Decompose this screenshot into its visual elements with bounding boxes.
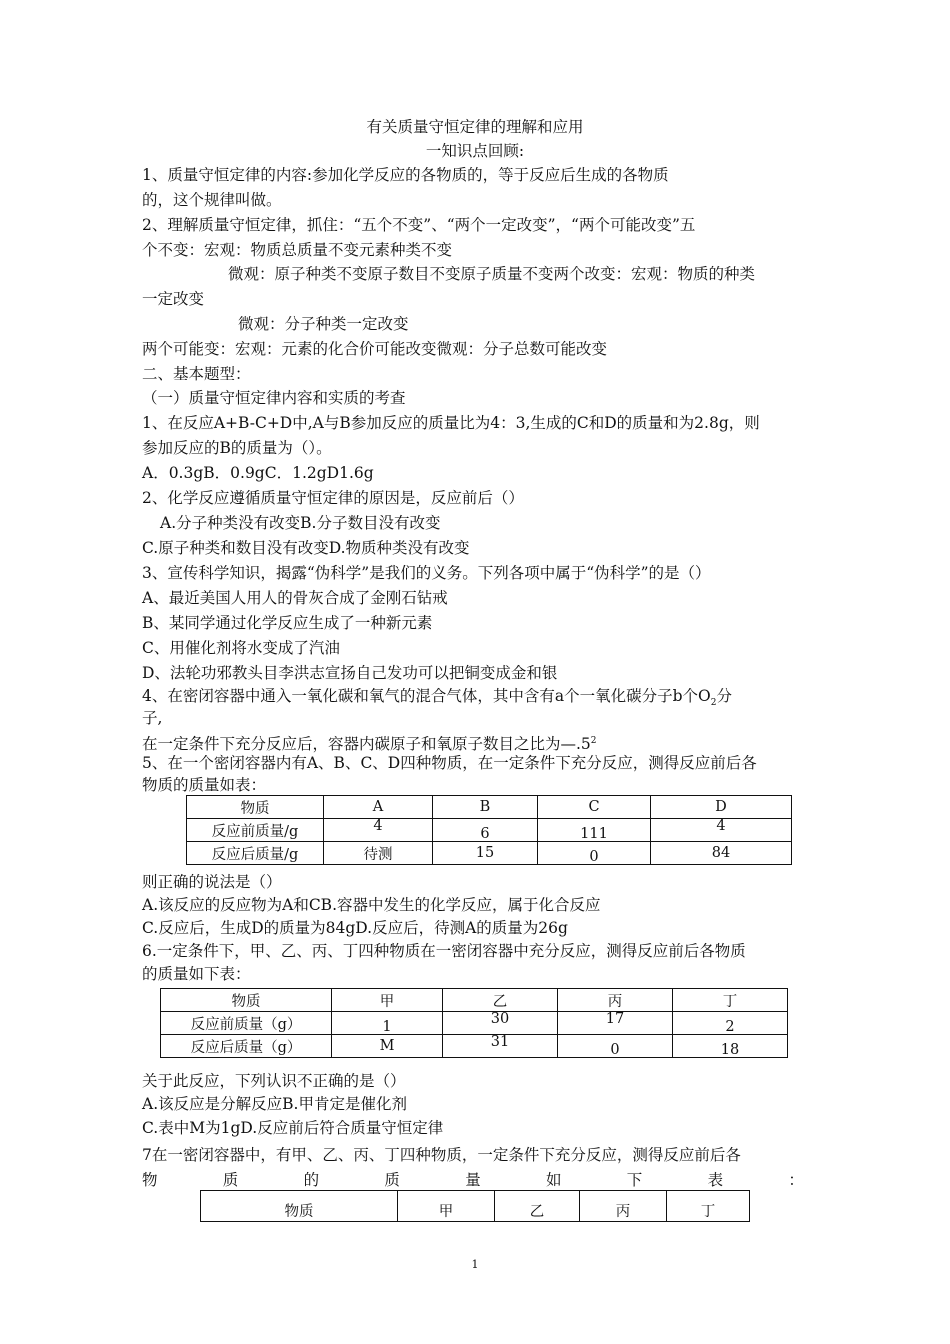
table-cell: A — [324, 796, 433, 819]
table-cell: 0 — [558, 1035, 673, 1058]
table-cell: 0 — [538, 842, 651, 865]
table-row — [161, 1035, 788, 1058]
table-row — [201, 1191, 750, 1222]
table-cell: 1 — [332, 1012, 443, 1035]
question-6-options-ab: A.该反应是分解反应B.甲肯定是催化剂 — [142, 1095, 407, 1113]
question-4-line-c: 在一定条件下充分反应后，容器内碳原子和氧原子数目之比为$—.5^2$ — [142, 735, 597, 754]
table-cell: 17 — [558, 1012, 673, 1035]
table-cell: C — [538, 796, 651, 819]
table-cell: 丙 — [558, 989, 673, 1012]
table-cell: 4 — [651, 819, 792, 842]
question-2-line-a: 2、化学反应遵循质量守恒定律的原因是，反应前后（） — [142, 489, 524, 507]
question-1-line-a: 1、在反应A+B-C+D中,A与B参加反应的质量比为4：3,生成的C和D的质量和为2.8g，则 — [142, 414, 760, 432]
question-7-line-a: 7在一密闭容器中，有甲、乙、丙、丁四种物质，一定条件下充分反应，测得反应前后各 — [142, 1146, 741, 1164]
table-cell: 反应后质量（g） — [161, 1035, 332, 1058]
question-5-options-ab: A.该反应的反应物为A和CB.容器中发生的化学反应，属于化合反应 — [142, 896, 601, 914]
review-line-1b: 的，这个规律叫做。 — [142, 191, 282, 209]
review-line-2d: 一定改变 — [142, 290, 205, 308]
table-row — [161, 989, 788, 1012]
table-cell: 甲 — [398, 1191, 495, 1222]
table-cell: 乙 — [443, 989, 558, 1012]
question-4-line-a: 4、在密闭容器中通入一氧化碳和氧气的混合气体，其中含有a个一氧化碳分子b个$O_2$分 — [142, 687, 732, 709]
data-table-q7 — [200, 1190, 750, 1222]
table-cell: 丙 — [580, 1191, 667, 1222]
sub-heading: （一）质量守恒定律内容和实质的考查 — [142, 389, 406, 407]
question-5-line-b: 物质的质量如表： — [142, 776, 267, 794]
data-table-q5 — [186, 795, 792, 865]
review-line-2e: 微观：分子种类一定改变 — [238, 315, 409, 333]
question-5-prompt: 则正确的说法是（） — [142, 873, 282, 891]
review-line-2b: 个不变：宏观：物质总质量不变元素种类不变 — [142, 241, 453, 259]
table-cell: B — [433, 796, 538, 819]
table-cell: 乙 — [495, 1191, 580, 1222]
table-cell: 15 — [433, 842, 538, 865]
question-5-line-a: 5、在一个密闭容器内有A、B、C、D四种物质，在一定条件下充分反应，测得反应前后各 — [142, 754, 757, 772]
question-1-line-b: 参加反应的B的质量为（）。 — [142, 439, 332, 457]
table-row — [187, 796, 792, 819]
table-cell: 物质 — [187, 796, 324, 819]
table-cell: 丁 — [667, 1191, 750, 1222]
table-cell: 丁 — [673, 989, 788, 1012]
table-cell: 18 — [673, 1035, 788, 1058]
table-cell: 31 — [443, 1035, 558, 1058]
table-cell: 物质 — [201, 1191, 398, 1222]
question-3-option-b: B、某同学通过化学反应生成了一种新元素 — [142, 614, 433, 632]
table-cell: M — [332, 1035, 443, 1058]
table-row — [161, 1012, 788, 1035]
table-cell: 物质 — [161, 989, 332, 1012]
table-cell: 84 — [651, 842, 792, 865]
question-2-options-cd: C.原子种类和数目没有改变D.物质种类没有改变 — [142, 539, 470, 557]
document-title: 有关质量守恒定律的理解和应用 — [366, 118, 584, 136]
question-3-line-a: 3、宣传科学知识，揭露“伪科学”是我们的义务。下列各项中属于“伪科学”的是（） — [142, 564, 711, 582]
question-5-options-cd: C.反应后，生成D的质量为84gD.反应后，待测A的质量为26g — [142, 919, 568, 937]
table-cell: 反应前质量（g） — [161, 1012, 332, 1035]
table-row — [187, 842, 792, 865]
review-line-2f: 两个可能变：宏观：元素的化合价可能改变微观：分子总数可能改变 — [142, 340, 608, 358]
table-cell: 2 — [673, 1012, 788, 1035]
table-cell: 111 — [538, 819, 651, 842]
review-line-2a: 2、理解质量守恒定律，抓住：“五个不变”、“两个一定改变”，“两个可能改变”五 — [142, 216, 696, 234]
question-2-options-ab: A.分子种类没有改变B.分子数目没有改变 — [160, 514, 441, 532]
question-3-option-a: A、最近美国人用人的骨灰合成了金刚石钻戒 — [142, 589, 448, 607]
question-6-line-a: 6.一定条件下，甲、乙、丙、丁四种物质在一密闭容器中充分反应，测得反应前后各物质 — [142, 942, 746, 960]
data-table-q6 — [160, 988, 788, 1058]
question-6-prompt: 关于此反应，下列认识不正确的是（） — [142, 1072, 406, 1090]
page-number: 1 — [471, 1258, 479, 1271]
table-cell: 30 — [443, 1012, 558, 1035]
table-cell: 4 — [324, 819, 433, 842]
table-cell: 待测 — [324, 842, 433, 865]
table-cell: 反应后质量/g — [187, 842, 324, 865]
question-6-options-cd: C.表中M为1gD.反应前后符合质量守恒定律 — [142, 1119, 444, 1137]
question-3-option-d: D、法轮功邪教头目李洪志宣扬自己发功可以把铜变成金和银 — [142, 664, 558, 682]
question-6-line-b: 的质量如下表： — [142, 965, 251, 983]
table-cell: 反应前质量/g — [187, 819, 324, 842]
table-cell: 甲 — [332, 989, 443, 1012]
review-heading: 一知识点回顾: — [425, 142, 525, 160]
table-cell: D — [651, 796, 792, 819]
question-1-options: A．0.3gB．0.9gC．1.2gD1.6g — [142, 464, 374, 482]
table-cell: 6 — [433, 819, 538, 842]
review-line-2c: 微观：原子种类不变原子数目不变原子质量不变两个改变：宏观：物质的种类 — [228, 265, 756, 283]
table-row — [187, 819, 792, 842]
question-4-line-b: 子, — [142, 709, 163, 727]
question-3-option-c: C、用催化剂将水变成了汽油 — [142, 639, 340, 657]
review-line-1a: 1、质量守恒定律的内容:参加化学反应的各物质的，等于反应后生成的各物质 — [142, 166, 669, 184]
question-7-line-b: 物 质 的 质 量 如 下 表 ： — [142, 1171, 804, 1189]
basic-heading: 二、基本题型： — [142, 365, 251, 383]
